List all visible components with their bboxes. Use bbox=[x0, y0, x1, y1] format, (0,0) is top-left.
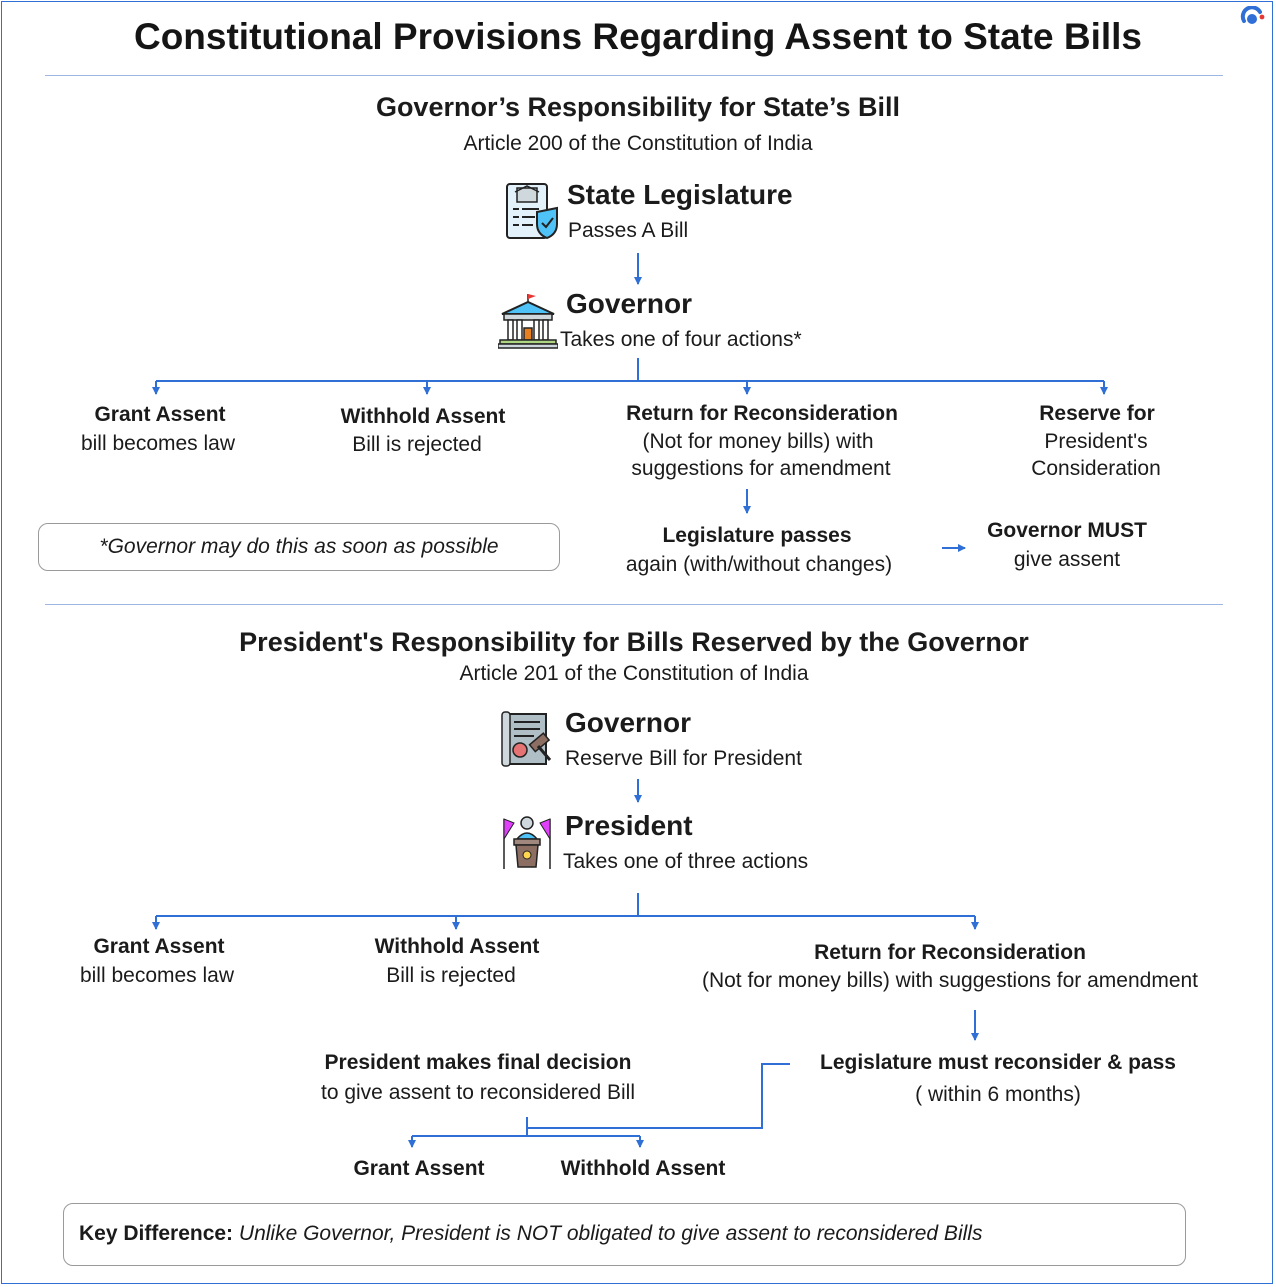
president-sub: Takes one of three actions bbox=[563, 850, 809, 873]
reconsider-to-final-connector bbox=[527, 1064, 790, 1128]
president-grant-assent-title: Grant Assent bbox=[93, 935, 225, 958]
president-grant-assent-desc: bill becomes law bbox=[79, 964, 235, 987]
president-final-title: President makes final decision bbox=[324, 1051, 632, 1074]
option-reserve-desc-2: Consideration bbox=[1031, 457, 1161, 480]
section2-heading: President's Responsibility for Bills Reserved by the Governor bbox=[239, 627, 1029, 657]
governor-sub: Takes one of four actions* bbox=[560, 328, 802, 351]
governor-title: Governor bbox=[566, 288, 693, 319]
option-grant-assent-title: Grant Assent bbox=[94, 403, 226, 426]
option-grant-assent-desc: bill becomes law bbox=[80, 432, 236, 455]
state-legislature-title: State Legislature bbox=[567, 179, 793, 210]
final-withhold-assent: Withhold Assent bbox=[560, 1157, 726, 1180]
option-withhold-assent-desc: Bill is rejected bbox=[352, 433, 482, 456]
option-reserve-desc-1: President's bbox=[1044, 430, 1148, 453]
section1-article: Article 200 of the Constitution of India bbox=[463, 132, 813, 155]
president-title: President bbox=[565, 810, 693, 841]
option-return-desc-1: (Not for money bills) with bbox=[642, 430, 874, 453]
president-return-title: Return for Reconsideration bbox=[814, 941, 1086, 964]
legislature-reconsider-desc: ( within 6 months) bbox=[915, 1083, 1081, 1106]
president-final-desc: to give assent to reconsidered Bill bbox=[320, 1081, 635, 1104]
legislature-reconsider-title: Legislature must reconsider & pass bbox=[820, 1051, 1176, 1074]
legislature-passes-title: Legislature passes bbox=[662, 524, 852, 547]
legislature-passes-desc: again (with/without changes) bbox=[625, 553, 893, 576]
section1-heading: Governor’s Responsibility for State’s Bill bbox=[375, 92, 901, 122]
section2-article: Article 201 of the Constitution of India bbox=[459, 662, 809, 685]
governor-timing-note-text: *Governor may do this as soon as possible bbox=[99, 535, 499, 558]
reserve-governor-sub: Reserve Bill for President bbox=[565, 747, 802, 770]
option-return-desc-2: suggestions for amendment bbox=[631, 457, 891, 480]
state-legislature-sub: Passes A Bill bbox=[568, 219, 689, 242]
president-withhold-assent-title: Withhold Assent bbox=[374, 935, 540, 958]
key-difference-statement: Unlike Governor, President is NOT obligated to give assent to reconsidered Bills bbox=[238, 1222, 983, 1245]
option-withhold-assent-title: Withhold Assent bbox=[340, 405, 506, 428]
option-return-title: Return for Reconsideration bbox=[626, 402, 898, 425]
governor-must-desc: give assent bbox=[1013, 548, 1121, 571]
final-grant-assent: Grant Assent bbox=[353, 1157, 485, 1180]
page-title: Constitutional Provisions Regarding Assent to State Bills bbox=[133, 16, 1143, 57]
president-withhold-assent-desc: Bill is rejected bbox=[386, 964, 516, 987]
governor-must-title: Governor MUST bbox=[987, 519, 1147, 542]
key-difference-label: Key Difference: bbox=[79, 1222, 234, 1245]
president-return-desc: (Not for money bills) with suggestions for amendment bbox=[701, 969, 1199, 992]
reserve-governor-title: Governor bbox=[565, 707, 692, 738]
option-reserve-title: Reserve for bbox=[1039, 402, 1155, 425]
